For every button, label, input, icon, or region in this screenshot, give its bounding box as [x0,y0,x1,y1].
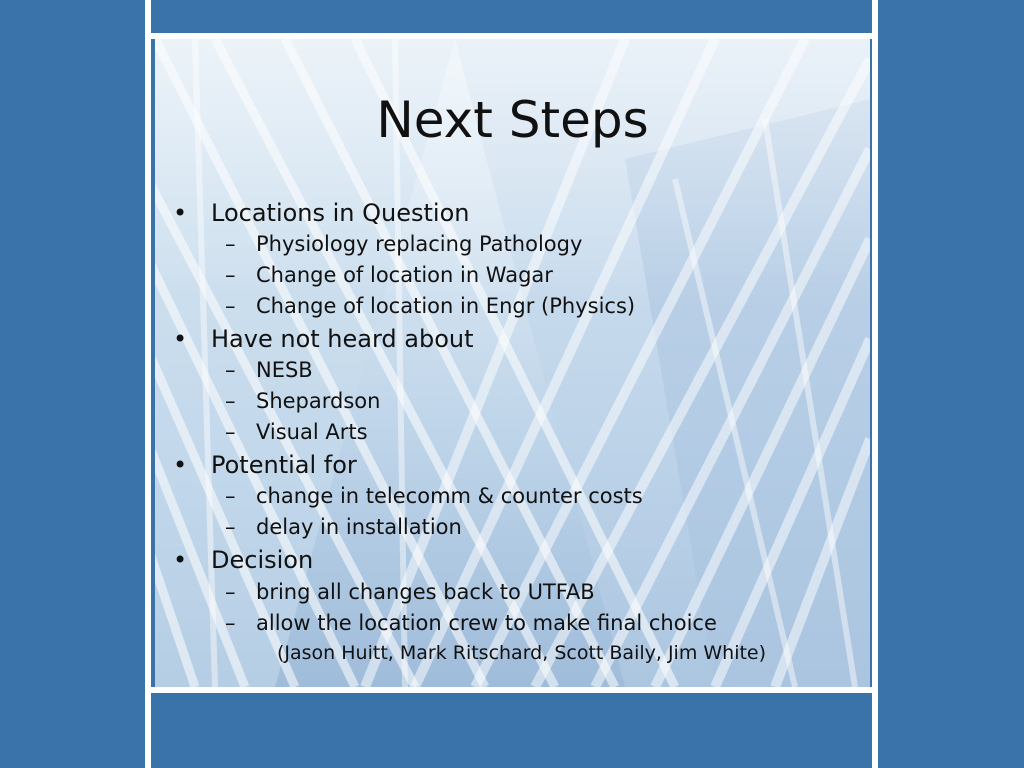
sub-item-shepardson [225,389,380,413]
sub-item-text: bring all changes back to UTFAB [256,580,595,604]
sub-item-engr [225,294,635,318]
dash-marker: – [225,232,236,256]
dash-marker: – [225,263,236,287]
slide-content [155,39,870,687]
slide-panel [155,39,870,687]
dash-marker: – [225,389,236,413]
bullet-marker: • [173,325,188,353]
crew-names-note: (Jason Huitt, Mark Ritschard, Scott Baily, Jim White) [277,642,767,664]
sub-item-utfab [225,580,595,604]
sub-item-text: Change of location in Wagar [256,263,553,287]
sub-item-wagar [225,263,553,287]
dash-marker: – [225,611,236,635]
bullet-potential-for [173,451,357,479]
sub-item-text: delay in installation [256,515,462,539]
dash-marker: – [225,420,236,444]
sub-item-text: NESB [256,358,313,382]
top-band [155,0,870,33]
bullet-marker: • [173,199,188,227]
dash-marker: – [225,484,236,508]
frame-line-right [872,0,878,768]
bullet-locations-in-question [173,199,470,227]
frame-line-left [145,0,151,768]
sub-item-visual-arts [225,420,368,444]
sub-item-text: Visual Arts [256,420,368,444]
sub-item-location-crew [225,611,717,635]
dash-marker: – [225,358,236,382]
bullet-have-not-heard-about [173,325,474,353]
bullet-text: Decision [211,546,314,574]
dash-marker: – [225,515,236,539]
bullet-marker: • [173,546,188,574]
bullet-text: Locations in Question [211,199,470,227]
sub-item-delay [225,515,462,539]
bullet-text: Potential for [211,451,357,479]
sub-item-text: Change of location in Engr (Physics) [256,294,636,318]
bullet-text: Have not heard about [211,325,474,353]
slide-title: Next Steps [376,91,649,149]
sub-item-text: Shepardson [256,389,381,413]
sub-item-telecomm [225,484,643,508]
sub-item-physiology [225,232,582,256]
dash-marker: – [225,294,236,318]
bullet-marker: • [173,451,188,479]
dash-marker: – [225,580,236,604]
sub-item-text: change in telecomm & counter costs [256,484,643,508]
sub-item-text: Physiology replacing Pathology [256,232,583,256]
sub-item-nesb [225,358,313,382]
sub-item-text: allow the location crew to make final choice [256,611,717,635]
bottom-band [155,693,870,768]
bullet-decision [173,546,313,574]
